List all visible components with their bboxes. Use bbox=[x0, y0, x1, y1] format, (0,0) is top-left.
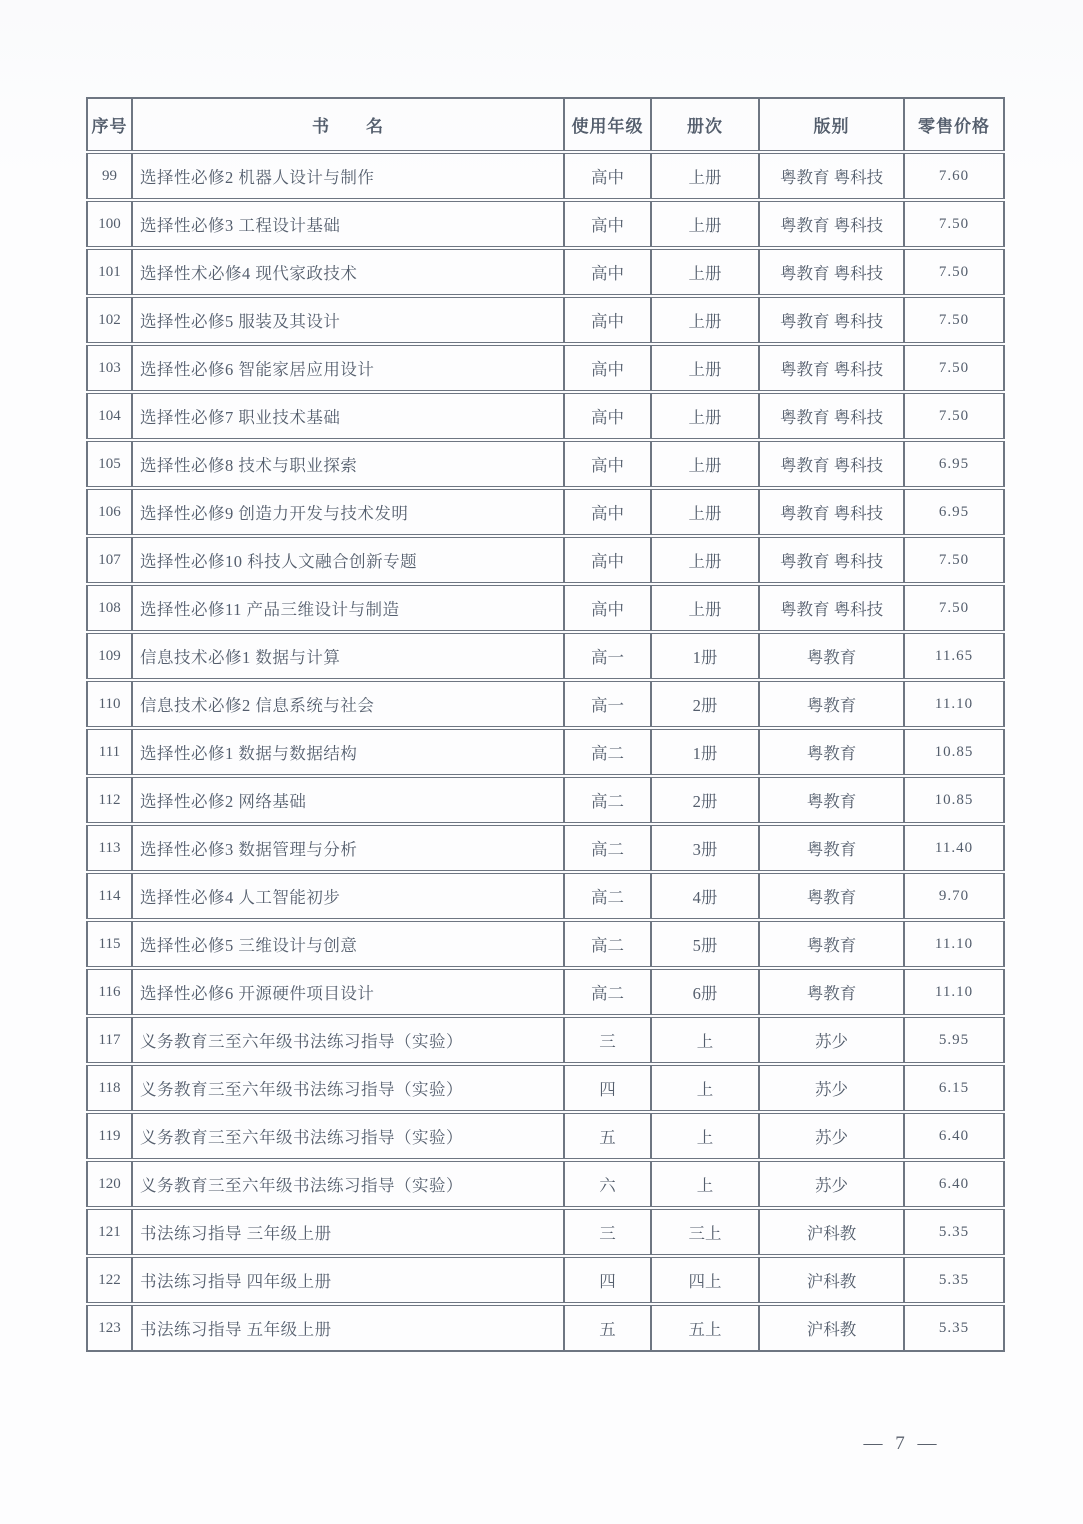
table-cell: 选择性必修5 三维设计与创意 bbox=[132, 920, 564, 968]
table-cell: 高中 bbox=[564, 488, 651, 536]
table-cell: 选择性必修2 机器人设计与制作 bbox=[132, 152, 564, 200]
table-cell: 6.15 bbox=[904, 1064, 1004, 1112]
table-cell: 1册 bbox=[651, 632, 759, 680]
table-cell: 5.95 bbox=[904, 1016, 1004, 1064]
table-cell: 7.50 bbox=[904, 584, 1004, 632]
table-cell: 121 bbox=[87, 1208, 132, 1256]
table-cell: 9.70 bbox=[904, 872, 1004, 920]
table-cell: 7.50 bbox=[904, 392, 1004, 440]
table-cell: 苏少 bbox=[759, 1160, 904, 1208]
table-cell: 五 bbox=[564, 1304, 651, 1351]
table-cell: 选择性必修2 网络基础 bbox=[132, 776, 564, 824]
table-row bbox=[87, 1208, 1004, 1256]
table-row bbox=[87, 248, 1004, 296]
table-row bbox=[87, 392, 1004, 440]
header-cell: 版别 bbox=[759, 98, 904, 152]
table-cell: 118 bbox=[87, 1064, 132, 1112]
table-cell: 沪科教 bbox=[759, 1256, 904, 1304]
table-cell: 113 bbox=[87, 824, 132, 872]
table-cell: 7.60 bbox=[904, 152, 1004, 200]
table-cell: 高二 bbox=[564, 920, 651, 968]
table-row bbox=[87, 1160, 1004, 1208]
table-cell: 粤教育 粤科技 bbox=[759, 152, 904, 200]
table-cell: 义务教育三至六年级书法练习指导（实验） bbox=[132, 1064, 564, 1112]
table-cell: 上册 bbox=[651, 296, 759, 344]
table-cell: 粤教育 bbox=[759, 632, 904, 680]
table-cell: 高二 bbox=[564, 872, 651, 920]
table-cell: 粤教育 bbox=[759, 920, 904, 968]
table-cell: 粤教育 粤科技 bbox=[759, 536, 904, 584]
table-row bbox=[87, 920, 1004, 968]
table-cell: 选择性必修6 开源硬件项目设计 bbox=[132, 968, 564, 1016]
table-cell: 义务教育三至六年级书法练习指导（实验） bbox=[132, 1016, 564, 1064]
table-row bbox=[87, 728, 1004, 776]
table-cell: 粤教育 bbox=[759, 680, 904, 728]
table-cell: 上册 bbox=[651, 536, 759, 584]
table-header-row bbox=[87, 98, 1004, 152]
table-cell: 高中 bbox=[564, 584, 651, 632]
table-cell: 书法练习指导 四年级上册 bbox=[132, 1256, 564, 1304]
table-cell: 苏少 bbox=[759, 1016, 904, 1064]
table-cell: 选择性必修9 创造力开发与技术发明 bbox=[132, 488, 564, 536]
table-cell: 义务教育三至六年级书法练习指导（实验） bbox=[132, 1160, 564, 1208]
table-row bbox=[87, 1064, 1004, 1112]
table-cell: 五上 bbox=[651, 1304, 759, 1351]
table-cell: 108 bbox=[87, 584, 132, 632]
table-cell: 109 bbox=[87, 632, 132, 680]
table-cell: 选择性必修6 智能家居应用设计 bbox=[132, 344, 564, 392]
table-cell: 高中 bbox=[564, 536, 651, 584]
table-cell: 10.85 bbox=[904, 728, 1004, 776]
table-cell: 7.50 bbox=[904, 296, 1004, 344]
table-cell: 99 bbox=[87, 152, 132, 200]
table-cell: 高中 bbox=[564, 392, 651, 440]
table-cell: 五 bbox=[564, 1112, 651, 1160]
table-cell: 11.10 bbox=[904, 968, 1004, 1016]
table-row bbox=[87, 584, 1004, 632]
table-cell: 104 bbox=[87, 392, 132, 440]
table-row bbox=[87, 488, 1004, 536]
table-cell: 书法练习指导 三年级上册 bbox=[132, 1208, 564, 1256]
table-cell: 书法练习指导 五年级上册 bbox=[132, 1304, 564, 1351]
table-cell: 粤教育 bbox=[759, 824, 904, 872]
table-cell: 120 bbox=[87, 1160, 132, 1208]
table-cell: 上册 bbox=[651, 344, 759, 392]
table-cell: 选择性必修1 数据与数据结构 bbox=[132, 728, 564, 776]
table-cell: 106 bbox=[87, 488, 132, 536]
table-row bbox=[87, 536, 1004, 584]
table-cell: 116 bbox=[87, 968, 132, 1016]
table-cell: 上 bbox=[651, 1064, 759, 1112]
table-cell: 103 bbox=[87, 344, 132, 392]
table-cell: 粤教育 粤科技 bbox=[759, 392, 904, 440]
table-cell: 粤教育 粤科技 bbox=[759, 440, 904, 488]
table-cell: 义务教育三至六年级书法练习指导（实验） bbox=[132, 1112, 564, 1160]
table-cell: 上册 bbox=[651, 440, 759, 488]
table-row bbox=[87, 824, 1004, 872]
table-cell: 粤教育 bbox=[759, 728, 904, 776]
table-cell: 选择性必修10 科技人文融合创新专题 bbox=[132, 536, 564, 584]
table-cell: 2册 bbox=[651, 776, 759, 824]
table-cell: 11.10 bbox=[904, 680, 1004, 728]
table-cell: 选择性必修3 工程设计基础 bbox=[132, 200, 564, 248]
table-cell: 上 bbox=[651, 1112, 759, 1160]
table-cell: 三 bbox=[564, 1208, 651, 1256]
table-row bbox=[87, 200, 1004, 248]
table-cell: 粤教育 粤科技 bbox=[759, 488, 904, 536]
table-cell: 粤教育 bbox=[759, 776, 904, 824]
table-cell: 6.40 bbox=[904, 1160, 1004, 1208]
table-row bbox=[87, 440, 1004, 488]
table-cell: 三 bbox=[564, 1016, 651, 1064]
table-cell: 四 bbox=[564, 1256, 651, 1304]
table-cell: 上 bbox=[651, 1160, 759, 1208]
table-cell: 沪科教 bbox=[759, 1208, 904, 1256]
header-cell: 册次 bbox=[651, 98, 759, 152]
table-cell: 选择性必修3 数据管理与分析 bbox=[132, 824, 564, 872]
table-cell: 高中 bbox=[564, 344, 651, 392]
table-cell: 5.35 bbox=[904, 1304, 1004, 1351]
table-cell: 粤教育 粤科技 bbox=[759, 248, 904, 296]
table-cell: 信息技术必修1 数据与计算 bbox=[132, 632, 564, 680]
table-cell: 上册 bbox=[651, 584, 759, 632]
header-cell: 使用年级 bbox=[564, 98, 651, 152]
table-cell: 粤教育 bbox=[759, 872, 904, 920]
table-cell: 选择性必修8 技术与职业探索 bbox=[132, 440, 564, 488]
table-header bbox=[87, 98, 1004, 152]
table-cell: 7.50 bbox=[904, 200, 1004, 248]
table-cell: 4册 bbox=[651, 872, 759, 920]
table-cell: 上 bbox=[651, 1016, 759, 1064]
table-cell: 高中 bbox=[564, 248, 651, 296]
table-cell: 高二 bbox=[564, 728, 651, 776]
header-cell: 序号 bbox=[87, 98, 132, 152]
header-cell: 零售价格 bbox=[904, 98, 1004, 152]
table-cell: 信息技术必修2 信息系统与社会 bbox=[132, 680, 564, 728]
header-cell: 书 名 bbox=[132, 98, 564, 152]
table-cell: 上册 bbox=[651, 392, 759, 440]
table-cell: 102 bbox=[87, 296, 132, 344]
table-cell: 5.35 bbox=[904, 1256, 1004, 1304]
table-cell: 6.95 bbox=[904, 488, 1004, 536]
table-cell: 三上 bbox=[651, 1208, 759, 1256]
table-cell: 7.50 bbox=[904, 248, 1004, 296]
table-cell: 粤教育 粤科技 bbox=[759, 344, 904, 392]
table-cell: 3册 bbox=[651, 824, 759, 872]
table-cell: 6.40 bbox=[904, 1112, 1004, 1160]
table-cell: 122 bbox=[87, 1256, 132, 1304]
table-row bbox=[87, 344, 1004, 392]
table-cell: 119 bbox=[87, 1112, 132, 1160]
table-cell: 高一 bbox=[564, 680, 651, 728]
table-cell: 11.65 bbox=[904, 632, 1004, 680]
table-cell: 11.40 bbox=[904, 824, 1004, 872]
table-cell: 选择性术必修4 现代家政技术 bbox=[132, 248, 564, 296]
table-cell: 107 bbox=[87, 536, 132, 584]
table-row bbox=[87, 632, 1004, 680]
page-number: — 7 — bbox=[863, 1433, 941, 1454]
table-cell: 粤教育 粤科技 bbox=[759, 584, 904, 632]
table-row bbox=[87, 1016, 1004, 1064]
table-row bbox=[87, 872, 1004, 920]
table-cell: 5册 bbox=[651, 920, 759, 968]
table-cell: 112 bbox=[87, 776, 132, 824]
table-row bbox=[87, 1304, 1004, 1351]
table-cell: 高二 bbox=[564, 824, 651, 872]
table-row bbox=[87, 152, 1004, 200]
table-cell: 1册 bbox=[651, 728, 759, 776]
table-cell: 上册 bbox=[651, 200, 759, 248]
table-body bbox=[87, 152, 1004, 1351]
table-cell: 粤教育 bbox=[759, 968, 904, 1016]
table-cell: 高中 bbox=[564, 152, 651, 200]
table-cell: 100 bbox=[87, 200, 132, 248]
table-cell: 沪科教 bbox=[759, 1304, 904, 1351]
table-cell: 5.35 bbox=[904, 1208, 1004, 1256]
table-cell: 四 bbox=[564, 1064, 651, 1112]
table-cell: 高二 bbox=[564, 776, 651, 824]
table-row bbox=[87, 1256, 1004, 1304]
table-cell: 123 bbox=[87, 1304, 132, 1351]
table-cell: 高一 bbox=[564, 632, 651, 680]
table-row bbox=[87, 296, 1004, 344]
table-cell: 粤教育 粤科技 bbox=[759, 200, 904, 248]
table-row bbox=[87, 776, 1004, 824]
table-cell: 10.85 bbox=[904, 776, 1004, 824]
table-cell: 6册 bbox=[651, 968, 759, 1016]
table-cell: 选择性必修11 产品三维设计与制造 bbox=[132, 584, 564, 632]
table-cell: 选择性必修7 职业技术基础 bbox=[132, 392, 564, 440]
table-cell: 7.50 bbox=[904, 536, 1004, 584]
table-row bbox=[87, 968, 1004, 1016]
table-cell: 苏少 bbox=[759, 1112, 904, 1160]
table-cell: 上册 bbox=[651, 248, 759, 296]
table-cell: 粤教育 粤科技 bbox=[759, 296, 904, 344]
table-cell: 高中 bbox=[564, 296, 651, 344]
table-cell: 高中 bbox=[564, 200, 651, 248]
table-row bbox=[87, 680, 1004, 728]
table-cell: 上册 bbox=[651, 488, 759, 536]
table-cell: 7.50 bbox=[904, 344, 1004, 392]
table-cell: 101 bbox=[87, 248, 132, 296]
table-cell: 114 bbox=[87, 872, 132, 920]
table-cell: 四上 bbox=[651, 1256, 759, 1304]
table-cell: 高中 bbox=[564, 440, 651, 488]
table-cell: 2册 bbox=[651, 680, 759, 728]
table-cell: 115 bbox=[87, 920, 132, 968]
table-cell: 111 bbox=[87, 728, 132, 776]
textbook-price-table bbox=[86, 97, 1005, 1352]
table-cell: 117 bbox=[87, 1016, 132, 1064]
table-cell: 苏少 bbox=[759, 1064, 904, 1112]
table-cell: 高二 bbox=[564, 968, 651, 1016]
table-cell: 选择性必修4 人工智能初步 bbox=[132, 872, 564, 920]
table-cell: 6.95 bbox=[904, 440, 1004, 488]
table-cell: 110 bbox=[87, 680, 132, 728]
table-cell: 上册 bbox=[651, 152, 759, 200]
table-cell: 选择性必修5 服装及其设计 bbox=[132, 296, 564, 344]
table-cell: 六 bbox=[564, 1160, 651, 1208]
table-row bbox=[87, 1112, 1004, 1160]
table-cell: 105 bbox=[87, 440, 132, 488]
table-cell: 11.10 bbox=[904, 920, 1004, 968]
